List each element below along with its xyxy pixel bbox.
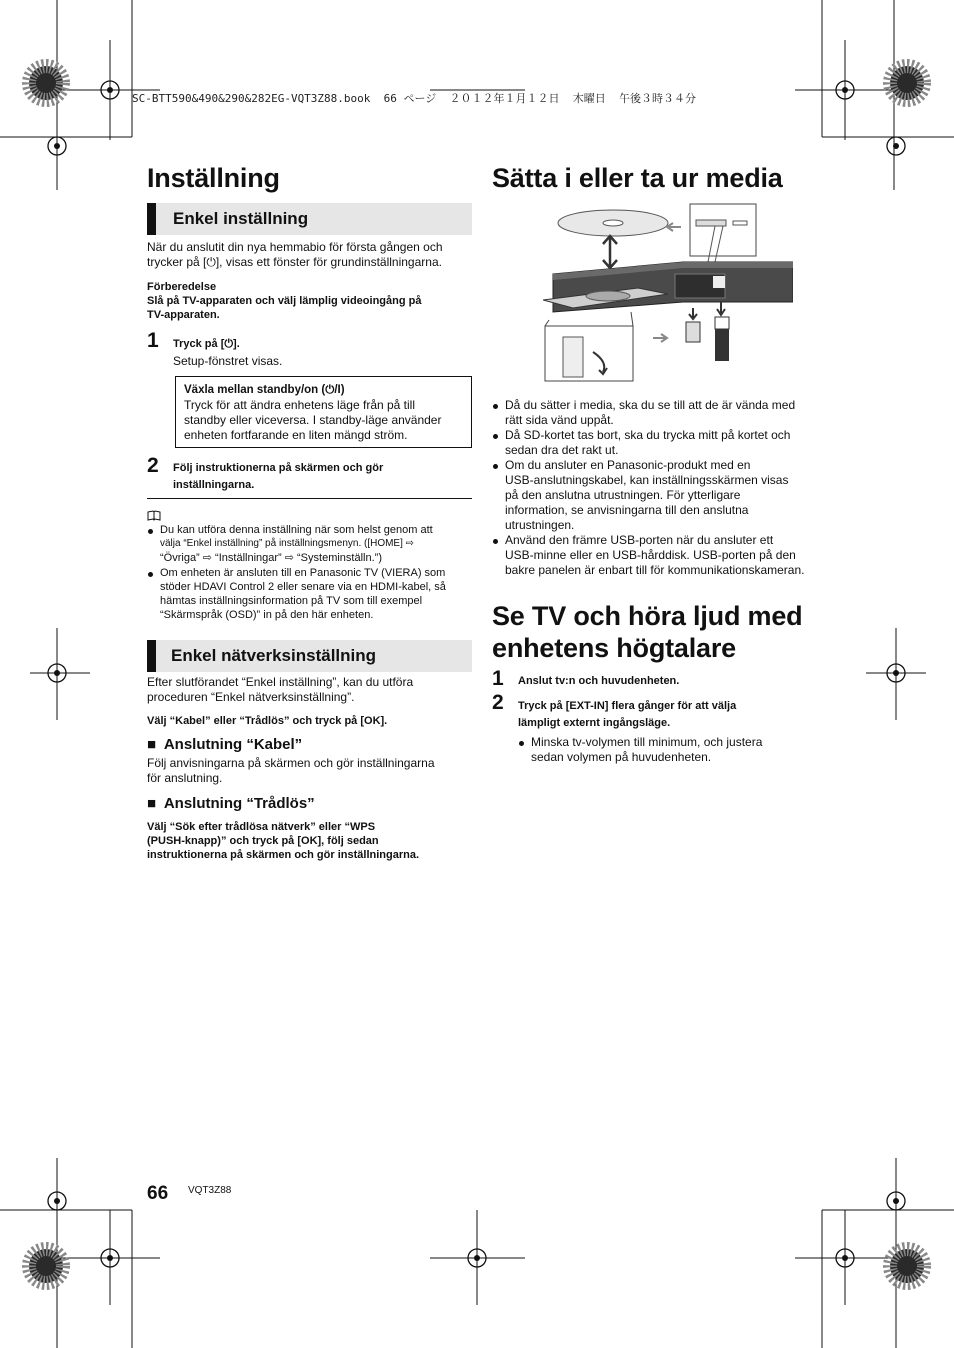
media-illustration	[543, 202, 793, 384]
list-item: Använd den främre USB-porten när du ansluter ett USB-minne eller en USB-hårddisk. USB-porten på den bakre panelen är enbart till för kommunikationskameran.	[492, 533, 822, 578]
notes-list	[147, 523, 477, 622]
list-item: Då du sätter i media, ska du se till att de är vända med rätt sida vänd uppåt.	[492, 398, 822, 428]
section-header-enkel-natverksinstallning	[147, 640, 472, 672]
cable-text: Följ anvisningarna på skärmen och gör inställningarna för anslutning.	[147, 756, 435, 785]
section-heading: Enkel nätverksinställning	[171, 646, 377, 665]
step-number: 1	[147, 329, 159, 352]
network-choose: Välj “Kabel” eller “Trådlös” och tryck på [OK].	[147, 715, 388, 727]
media-bullets	[492, 398, 822, 578]
intro-text: När du anslutit din nya hemmabio för första gången och trycker på [⏻], visas ett fönster för grundinställningarna.	[147, 240, 443, 269]
list-item: Då SD-kortet tas bort, ska du trycka mitt på kortet och sedan dra det rakt ut.	[492, 428, 822, 458]
subheading-cable: ■ Anslutning “Kabel”	[147, 736, 303, 753]
list-item: Du kan utföra denna inställning när som helst genom att välja “Enkel inställning” på inställningsmenyn. ([HOME] ⇨ “Övriga” ⇨ “Inställningar” ⇨ “Systeminställn.”)	[147, 523, 477, 565]
step-text: Anslut tv:n och huvudenheten.	[518, 675, 680, 687]
step-subtext: Setup-fönstret visas.	[173, 354, 283, 368]
page-number: 66	[147, 1183, 169, 1204]
section-header-enkel-installning	[147, 203, 472, 235]
step-number: 2	[147, 454, 159, 477]
divider	[147, 498, 472, 499]
section-heading: Enkel inställning	[173, 209, 309, 228]
network-intro: Efter slutförandet “Enkel inställning”, kan du utföra proceduren “Enkel nätverksinställning”.	[147, 675, 414, 704]
page-title: Inställning	[147, 163, 280, 193]
section-title-tv: Se TV och höra ljud med enhetens högtalare	[492, 601, 803, 663]
document-code: VQT3Z88	[188, 1185, 232, 1196]
preparation: Förberedelse Slå på TV-apparaten och välj lämplig videoingång på TV-apparaten.	[147, 281, 422, 321]
info-box-standby: Växla mellan standby/on (⏻/I) Tryck för att ändra enhetens läge från på till standby eller viceversa. I standby-läge använder enheten fortfarande en liten mängd ström.	[175, 376, 472, 448]
section-title-media: Sätta i eller ta ur media	[492, 163, 783, 193]
list-item: Om enheten är ansluten till en Panasonic TV (VIERA) som stöder HDAVI Control 2 eller senare via en HDMI-kabel, så hämtas inställningsinformation på TV som till exempel “Skärmspråk (OSD)” in på den här enheten.	[147, 566, 477, 622]
step-text: Följ instruktionerna på skärmen och gör inställningarna.	[173, 462, 384, 491]
wireless-text: Välj “Sök efter trådlösa nätverk” eller “WPS (PUSH-knapp)” och tryck på [OK], följ sedan instruktionerna på skärmen och gör inställningarna.	[147, 821, 420, 861]
list-item: Minska tv-volymen till minimum, och justera sedan volymen på huvudenheten.	[518, 735, 818, 765]
subheading-wireless: ■ Anslutning “Trådlös”	[147, 795, 315, 812]
list-item: Om du ansluter en Panasonic-produkt med en USB-anslutningskabel, kan inställningsskärmen visas på den anslutna utrustningen. För ytterligare information, se anvisningarna till den anslutna utrustningen.	[492, 458, 822, 533]
note-book-icon	[147, 510, 161, 521]
step-number: 1	[492, 667, 504, 690]
step-text: Tryck på [EXT-IN] flera gånger för att välja lämpligt externt ingångsläge.	[518, 700, 737, 729]
step-sublist	[518, 735, 818, 765]
step-number: 2	[492, 691, 504, 714]
print-header: SC-BTT590&490&290&282EG-VQT3Z88.book 66 ページ ２０１２年１月１２日 木曜日 午後３時３４分	[132, 92, 697, 105]
step-text: Tryck på [⏻].	[173, 338, 240, 350]
